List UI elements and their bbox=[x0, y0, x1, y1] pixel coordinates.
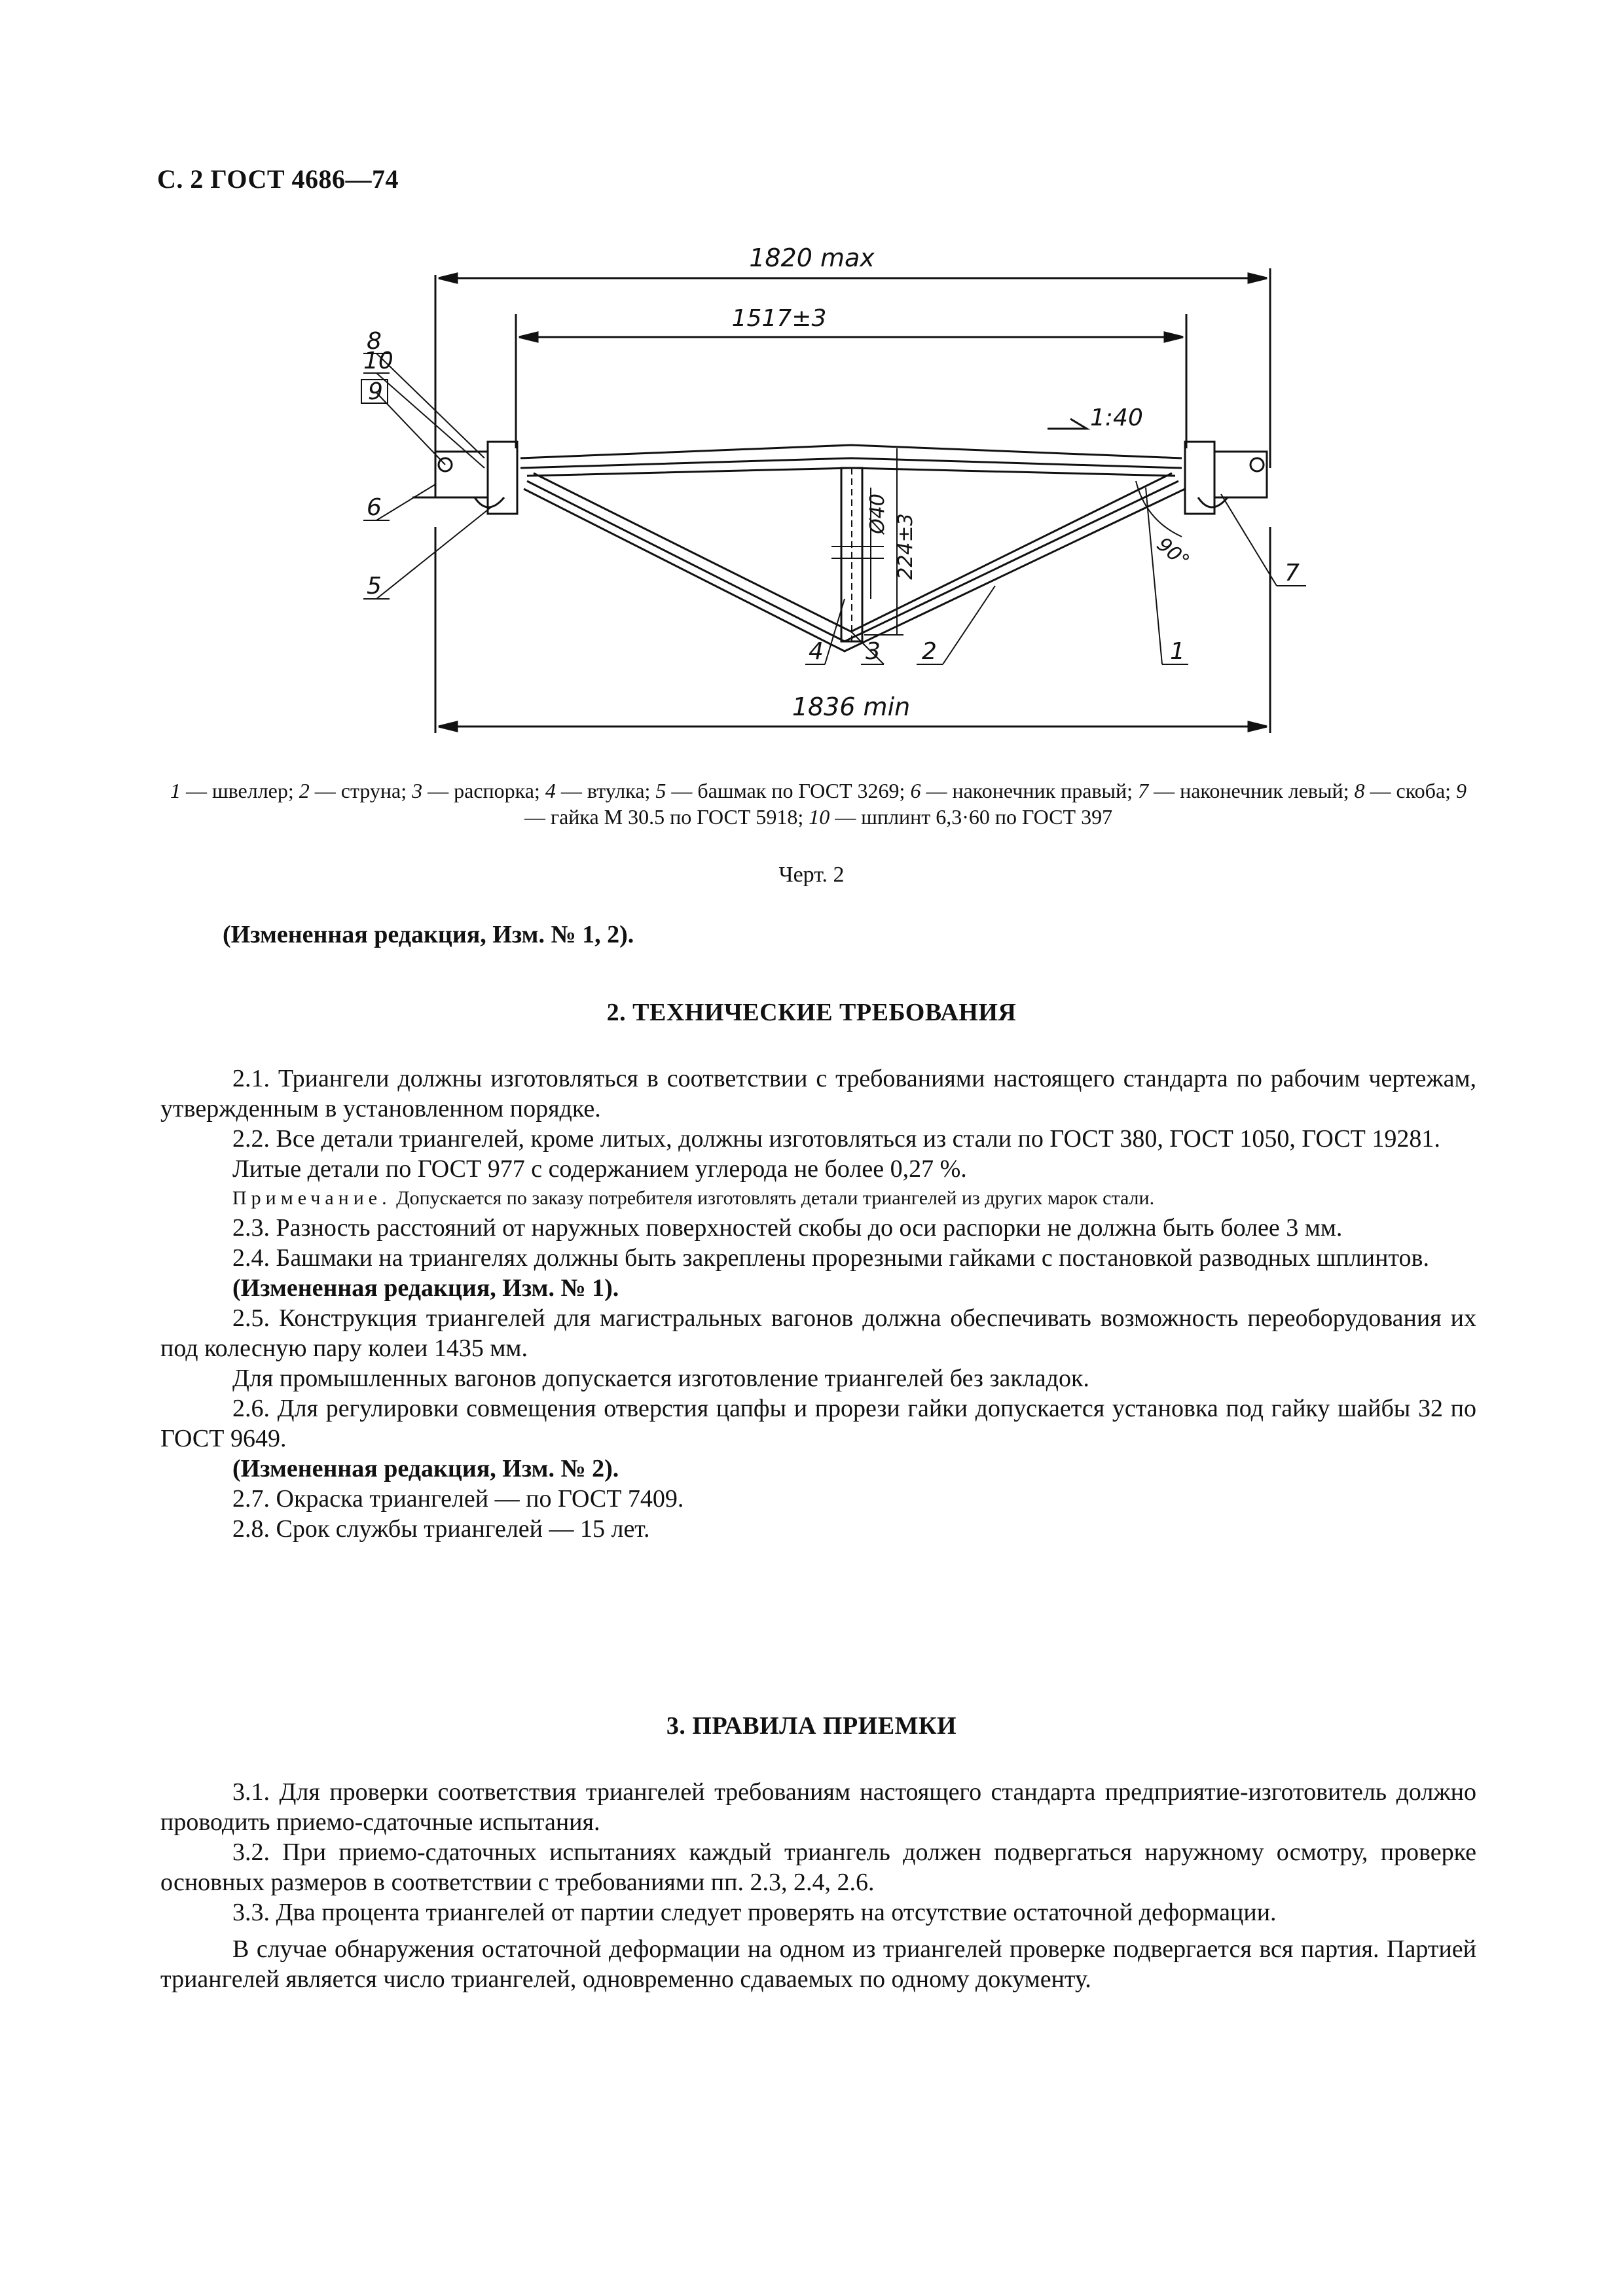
callout-4: 4 bbox=[809, 638, 824, 665]
section-3-body bbox=[160, 1777, 1476, 1994]
callout-6: 6 bbox=[367, 494, 382, 521]
amendment-note: (Измененная редакция, Изм. № 1). bbox=[232, 1274, 619, 1302]
callout-1: 1 bbox=[1170, 638, 1185, 665]
paragraph: 2.8. Срок службы триангелей — 15 лет. bbox=[232, 1515, 650, 1543]
paragraph: Литые детали по ГОСТ 977 с содержанием углерода не более 0,27 %. bbox=[232, 1155, 967, 1183]
paragraph: 3.2. При приемо-сдаточных испытаниях каждый триангель должен подвергаться наружному осмотру, проверке основных размеров в соответствии с требованиями пп. 2.3, 2.4, 2.6. bbox=[160, 1839, 1476, 1896]
amendment-note-1: (Измененная редакция, Изм. № 1, 2). bbox=[223, 921, 634, 948]
page-header: С. 2 ГОСТ 4686—74 bbox=[157, 164, 399, 194]
figure-legend: 1 — швеллер; 2 — струна; 3 — распорка; 4 — втулка; 5 — башмак по ГОСТ 3269; 6 — наконечник правый; 7 — наконечник левый; 8 — скоба; 9 — гайка М 30.5 по ГОСТ 5918; 10 — шплинт 6,3·60 по ГОСТ 397 bbox=[170, 779, 1467, 829]
callout-2: 2 bbox=[922, 638, 937, 665]
triangel-drawing bbox=[327, 232, 1322, 743]
paragraph: Для промышленных вагонов допускается изготовление триангелей без закладок. bbox=[232, 1365, 1089, 1392]
angle-label: 90° bbox=[1152, 533, 1194, 573]
dim-overall-min: 1836 min bbox=[792, 692, 911, 721]
paragraph: 2.5. Конструкция триангелей для магистральных вагонов должна обеспечивать возможность переоборудования их под колесную пару колеи 1435 мм. bbox=[160, 1304, 1476, 1362]
note: Примечание. Допускается по заказу потребителя изготовлять детали триангелей из других марок стали. bbox=[232, 1187, 1155, 1209]
callout-7: 7 bbox=[1285, 560, 1300, 586]
callout-9: 9 bbox=[368, 378, 383, 405]
paragraph: 2.4. Башмаки на триангелях должны быть закреплены прорезными гайками с постановкой разводных шплинтов. bbox=[232, 1244, 1429, 1272]
callout-10: 10 bbox=[363, 348, 393, 374]
paragraph: 3.1. Для проверки соответствия триангелей требованиям настоящего стандарта предприятие-изготовитель должно проводить приемо-сдаточные испытания. bbox=[160, 1778, 1476, 1836]
section-3-title: 3. ПРАВИЛА ПРИЕМКИ bbox=[666, 1712, 957, 1740]
paragraph: 3.3. Два процента триангелей от партии следует проверять на отсутствие остаточной деформации. bbox=[232, 1899, 1277, 1926]
section-2-body bbox=[160, 1064, 1476, 1544]
callout-3: 3 bbox=[866, 638, 881, 665]
amendment-note: (Измененная редакция, Изм. № 2). bbox=[232, 1455, 619, 1482]
paragraph: 2.3. Разность расстояний от наружных поверхностей скобы до оси распорки не должна быть более 3 мм. bbox=[232, 1214, 1343, 1242]
callout-5: 5 bbox=[367, 573, 382, 600]
paragraph: В случае обнаружения остаточной деформации на одном из триангелей проверке подвергается вся партия. Партией триангелей является число триангелей, одновременно сдаваемых по одному документу. bbox=[160, 1935, 1476, 1993]
paragraph: 2.7. Окраска триангелей — по ГОСТ 7409. bbox=[232, 1485, 684, 1513]
section-2-title: 2. ТЕХНИЧЕСКИЕ ТРЕБОВАНИЯ bbox=[606, 999, 1017, 1026]
paragraph: 2.1. Триангели должны изготовляться в соответствии с требованиями настоящего стандарта по рабочим чертежам, утвержденным в установленном порядке. bbox=[160, 1065, 1476, 1122]
callout-8: 8 bbox=[367, 328, 382, 355]
dim-overall-max: 1820 max bbox=[749, 243, 875, 272]
figure-caption: Черт. 2 bbox=[778, 863, 845, 887]
paragraph: 2.2. Все детали триангелей, кроме литых, должны изготовляться из стали по ГОСТ 380, ГОСТ 1050, ГОСТ 19281. bbox=[232, 1125, 1440, 1153]
paragraph: 2.6. Для регулировки совмещения отверстия цапфы и прорези гайки допускается установка под гайку шайбы 32 по ГОСТ 9649. bbox=[160, 1395, 1476, 1452]
slope-label: 1:40 bbox=[1090, 404, 1143, 431]
dim-center: 1517±3 bbox=[731, 305, 827, 332]
dim-bushing: Ø40 bbox=[866, 493, 889, 534]
dim-height: 224±3 bbox=[894, 513, 917, 580]
